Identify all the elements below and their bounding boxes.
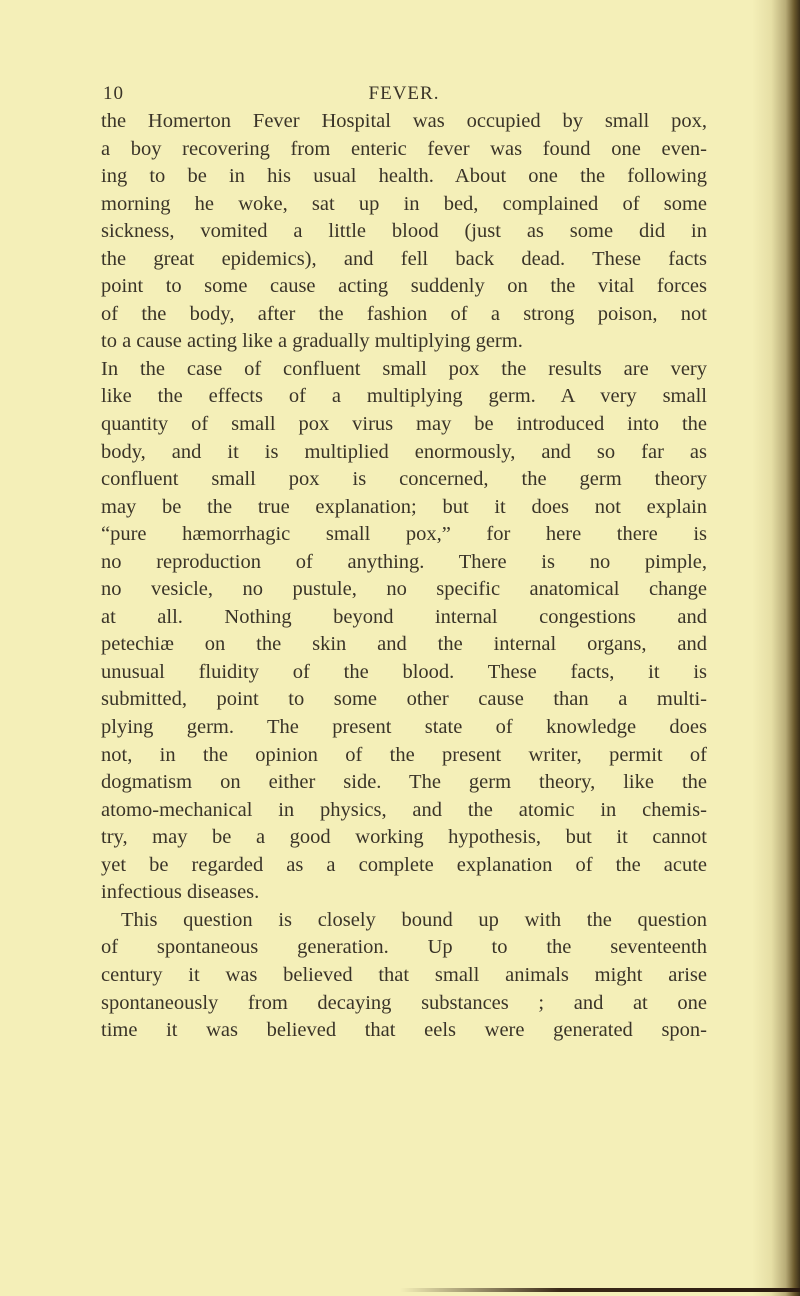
text-line: infectious diseases. xyxy=(101,881,260,904)
running-header xyxy=(101,83,707,109)
text-line: the great epidemics), and fell back dead. These facts xyxy=(101,247,707,270)
text-line: confluent small pox is concerned, the germ theory xyxy=(101,468,707,491)
text-line: the Homerton Fever Hospital was occupied by small pox, xyxy=(101,110,707,132)
text-line: submitted, point to some other cause than a multi- xyxy=(101,688,707,711)
page-number: 10 xyxy=(103,83,124,104)
text-line: try, may be a good working hypothesis, but it cannot xyxy=(101,826,707,849)
text-line: no vesicle, no pustule, no specific anatomical change xyxy=(101,578,707,601)
text-line: like the effects of a multiplying germ. A very small xyxy=(101,385,707,408)
text-line: spontaneously from decaying substances ; and at one xyxy=(101,991,707,1014)
text-line: dogmatism on either side. The germ theory, like the xyxy=(101,771,707,794)
text-line: time it was believed that eels were generated spon- xyxy=(101,1019,707,1042)
text-line: a boy recovering from enteric fever was found one even- xyxy=(101,137,707,160)
page-bottom-edge xyxy=(400,1288,800,1292)
text-line: not, in the opinion of the present writer, permit of xyxy=(101,743,707,766)
text-line: point to some cause acting suddenly on the vital forces xyxy=(101,275,707,298)
text-line: yet be regarded as a complete explanation of the acute xyxy=(101,853,707,876)
text-line: sickness, vomited a little blood (just as some did in xyxy=(101,220,707,243)
text-line: may be the true explanation; but it does not explain xyxy=(101,495,707,518)
text-line: “pure hæmorrhagic small pox,” for here there is xyxy=(101,523,707,546)
text-line: no reproduction of anything. There is no pimple, xyxy=(101,550,707,573)
text-line: In the case of confluent small pox the results are very xyxy=(101,357,707,380)
text-line: quantity of small pox virus may be introduced into the xyxy=(101,413,707,436)
text-line: ing to be in his usual health. About one the following xyxy=(101,165,707,188)
text-line: of spontaneous generation. Up to the seventeenth xyxy=(101,936,707,959)
text-line: morning he woke, sat up in bed, complained of some xyxy=(101,192,707,215)
text-line: body, and it is multiplied enormously, and so far as xyxy=(101,440,707,463)
text-line: petechiæ on the skin and the internal organs, and xyxy=(101,633,707,656)
text-line: to a cause acting like a gradually multiplying germ. xyxy=(101,330,523,353)
text-line: This question is closely bound up with the question xyxy=(121,908,707,931)
text-line: at all. Nothing beyond internal congestions and xyxy=(101,605,707,628)
text-line: plying germ. The present state of knowledge does xyxy=(101,716,707,739)
text-line: atomo-mechanical in physics, and the atomic in chemis- xyxy=(101,798,707,821)
book-gutter-edge xyxy=(752,0,800,1296)
text-line: century it was believed that small animals might arise xyxy=(101,963,707,986)
text-line: unusual fluidity of the blood. These facts, it is xyxy=(101,660,707,683)
text-line: of the body, after the fashion of a strong poison, not xyxy=(101,302,707,325)
running-title: FEVER. xyxy=(368,83,440,104)
body-text xyxy=(101,108,707,1045)
